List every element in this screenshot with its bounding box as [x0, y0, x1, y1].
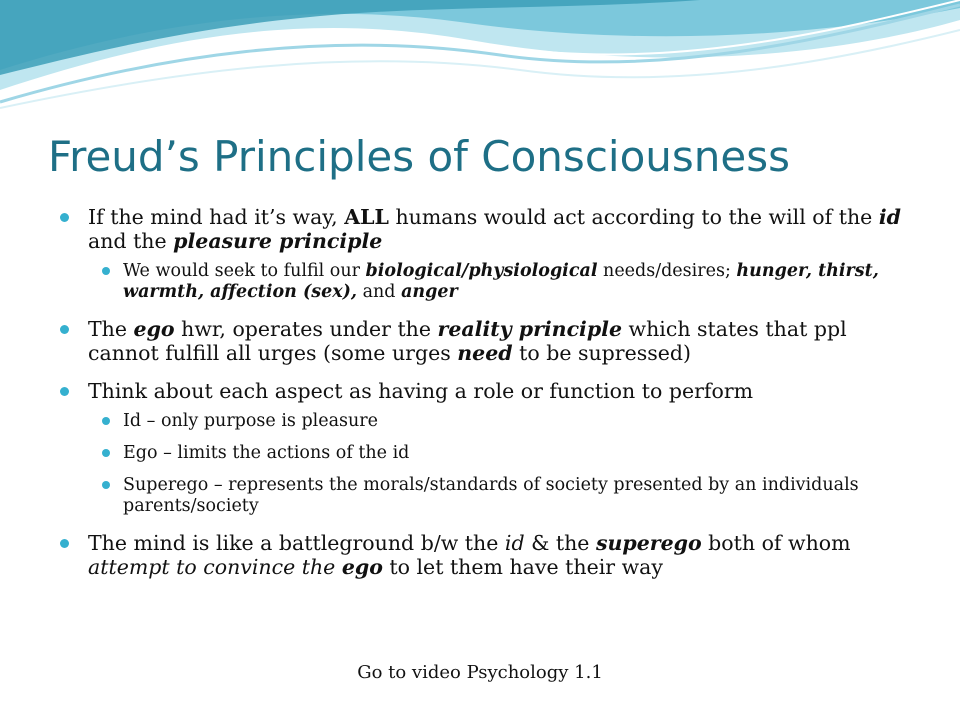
text-run: both of whom [701, 531, 851, 555]
bullet-text [88, 317, 910, 365]
bullet-list [60, 205, 910, 593]
bullet-text [88, 205, 910, 253]
text-run: Think about each aspect as having a role or function to perform [88, 379, 754, 403]
text-run: attempt to convince the [88, 555, 342, 579]
bullet-text [88, 531, 910, 579]
text-run: ego [133, 317, 175, 341]
text-run: hunger, thirst, warmth, affection (sex), [123, 261, 879, 302]
text-run: humans would act according to the will of the [388, 205, 879, 229]
text-run: The [88, 317, 134, 341]
text-run: reality principle [437, 317, 623, 341]
footer-video-link: Go to video Psychology 1.1 [357, 662, 603, 683]
text-run: to let them have their way [382, 555, 663, 579]
text-run: & the [524, 531, 596, 555]
text-run: which states that ppl cannot fulfill all urges (some urges [88, 317, 847, 365]
text-run: Id – only purpose is pleasure [123, 411, 379, 431]
text-run: biological/physiological [365, 261, 598, 281]
text-run: Ego – limits the actions of the id [123, 443, 410, 463]
text-run: id [504, 531, 525, 555]
text-run: The mind is like a battleground b/w the [88, 531, 505, 555]
bullet-text [88, 379, 910, 403]
text-run: id [878, 205, 901, 229]
sub-bullet-item [88, 443, 910, 464]
text-run: superego [595, 531, 702, 555]
sub-bullet-item [88, 261, 910, 303]
text-run: anger [401, 282, 458, 302]
text-run: ALL [344, 205, 389, 229]
text-run: If the mind had it’s way, [88, 205, 345, 229]
slide-title: Freud’s Principles of Consciousness [48, 132, 790, 181]
text-run: We would seek to fulfil our [123, 261, 366, 281]
bullet-item [60, 531, 910, 579]
sub-bullet-item [88, 411, 910, 432]
text-run: need [457, 341, 513, 365]
text-run: Superego – represents the morals/standards of society presented by an individuals parents/society [123, 475, 859, 516]
sub-bullet-list [88, 261, 910, 303]
text-run: ego [341, 555, 383, 579]
bullet-item [60, 205, 910, 303]
sub-bullet-item [88, 475, 910, 517]
header-wave-decoration [0, 0, 960, 120]
text-run: pleasure principle [173, 229, 383, 253]
bullet-item [60, 379, 910, 517]
text-run: to be supressed) [512, 341, 692, 365]
sub-bullet-list [88, 411, 910, 517]
text-run: and the [88, 229, 174, 253]
text-run: needs/desires; [597, 261, 737, 281]
text-run: hwr, operates under the [174, 317, 438, 341]
text-run: and [357, 282, 402, 302]
bullet-item [60, 317, 910, 365]
